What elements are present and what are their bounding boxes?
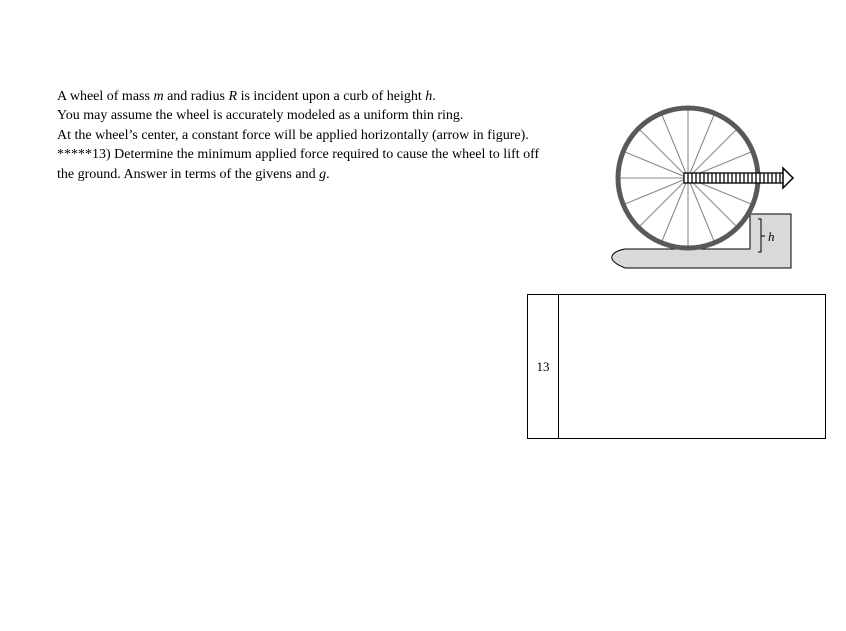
problem-line-1: A wheel of mass m and radius R is incident upon a curb of height h. — [57, 89, 436, 104]
problem-line-5: the ground. Answer in terms of the givens and g. — [57, 166, 330, 182]
var-g: g — [319, 166, 327, 182]
problem-line-2: You may assume the wheel is accurately modeled as a uniform thin ring. — [57, 108, 464, 124]
curb-height-label: h — [768, 229, 775, 244]
problem-line-3: At the wheel’s center, a constant force will be applied horizontally (arrow in figure). — [57, 127, 529, 143]
force-arrow — [684, 168, 793, 188]
problem-line-4: *****13) Determine the minimum applied force required to cause the wheel to lift off — [57, 147, 540, 163]
answer-box — [527, 294, 826, 439]
var-m: m — [153, 89, 164, 104]
answer-space[interactable] — [559, 295, 825, 438]
ground-slab — [612, 214, 791, 268]
var-R: R — [228, 89, 238, 104]
problem-statement — [57, 87, 577, 184]
answer-number: 13 — [528, 295, 559, 438]
var-h: h — [425, 89, 433, 104]
wheel-curb-figure — [605, 100, 805, 275]
